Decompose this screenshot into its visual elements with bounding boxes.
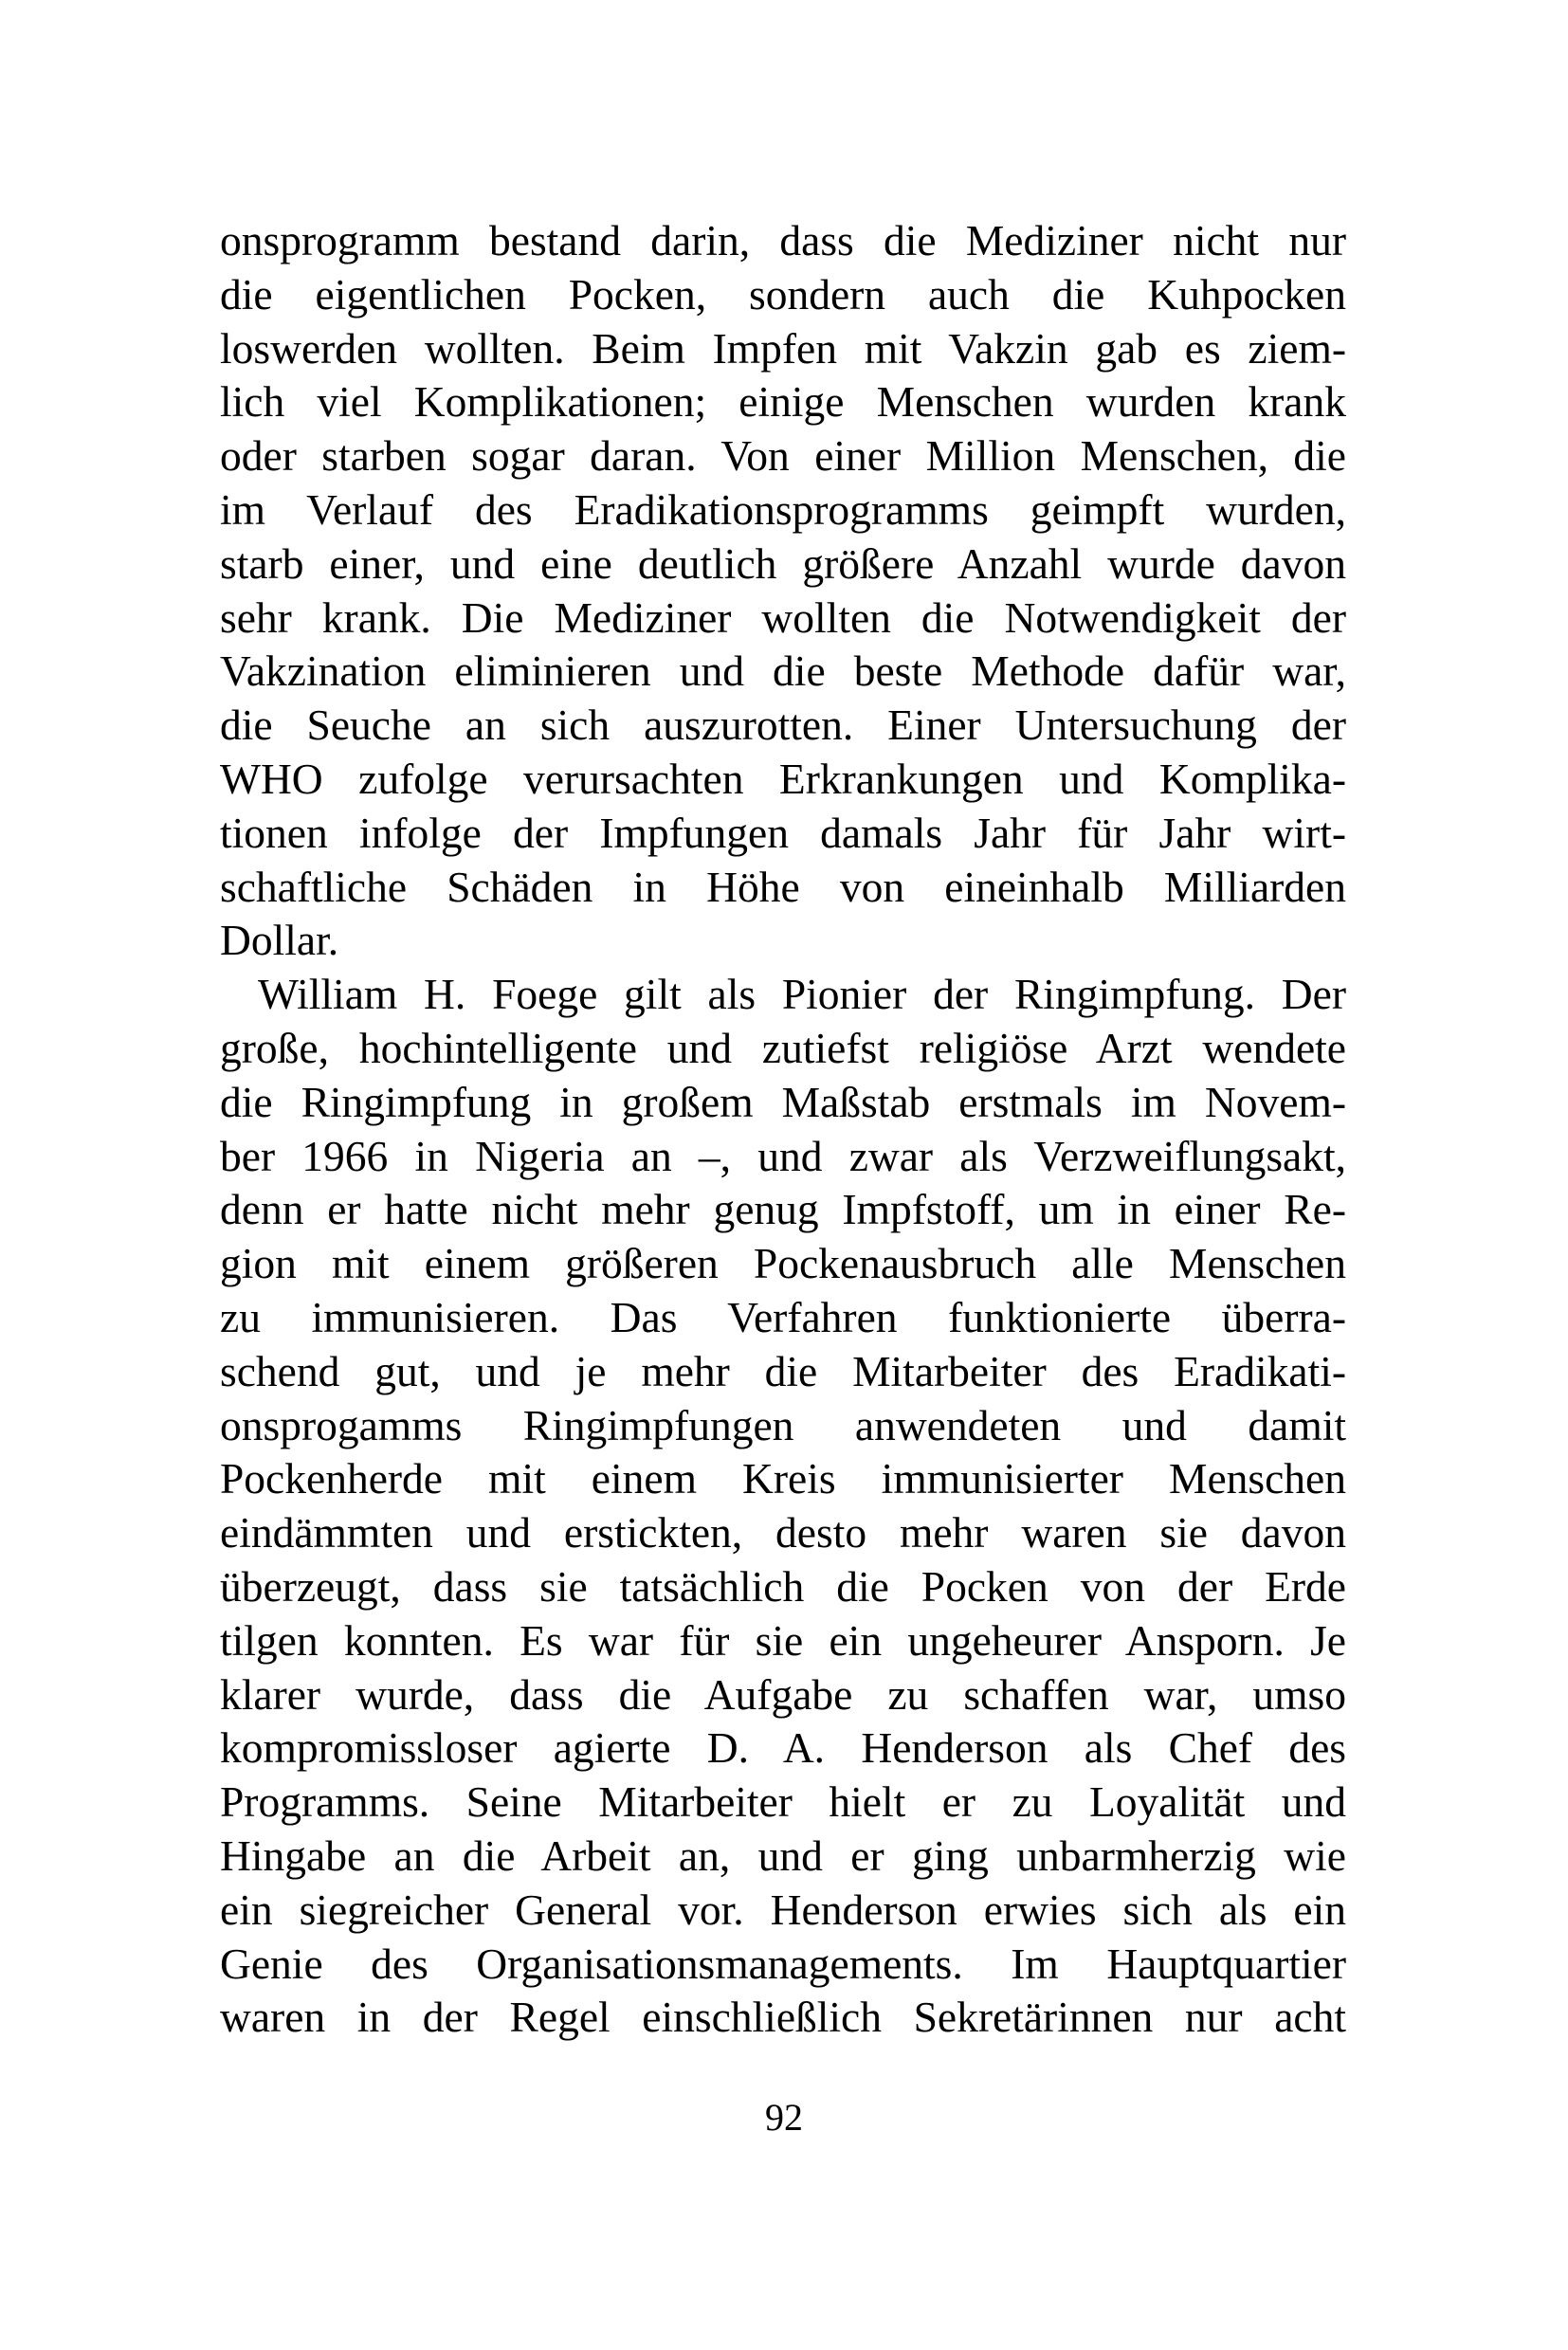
- text-line: schaftliche Schäden in Höhe von eineinhalb Milliarden: [220, 862, 1346, 911]
- text-line: Programms. Seine Mitarbeiter hielt er zu Loyalität und: [220, 1777, 1346, 1827]
- text-line: Hingabe an die Arbeit an, und er ging unbarmherzig wie: [220, 1831, 1346, 1880]
- text-line: die Ringimpfung in großem Maßstab erstmals im Novem-: [220, 1077, 1346, 1126]
- text-line: denn er hatte nicht mehr genug Impfstoff, um in einer Re-: [220, 1185, 1346, 1234]
- page-number: 92: [765, 2096, 803, 2139]
- text-line: ein siegreicher General vor. Henderson erwies sich als ein: [220, 1885, 1346, 1934]
- text-line: die Seuche an sich auszurotten. Einer Untersuchung der: [220, 701, 1346, 750]
- text-line: kompromissloser agierte D. A. Henderson als Chef des: [220, 1723, 1346, 1773]
- text-line: tionen infolge der Impfungen damals Jahr für Jahr wirt-: [220, 808, 1346, 857]
- text-line: Genie des Organisationsmanagements. Im Hauptquartier: [220, 1939, 1346, 1988]
- text-line: oder starben sogar daran. Von einer Million Menschen, die: [220, 431, 1346, 481]
- text-line: Vakzination eliminieren und die beste Methode dafür war,: [220, 647, 1346, 696]
- text-line: WHO zufolge verursachten Erkrankungen und Komplika-: [220, 754, 1346, 803]
- text-line: William H. Foege gilt als Pionier der Ringimpfung. Der: [258, 970, 1346, 1019]
- text-line: starb einer, und eine deutlich größere Anzahl wurde davon: [220, 538, 1346, 588]
- text-line: tilgen konnten. Es war für sie ein ungeheurer Ansporn. Je: [220, 1615, 1346, 1665]
- text-line: loswerden wollten. Beim Impfen mit Vakzin gab es ziem-: [220, 323, 1346, 373]
- text-line: klarer wurde, dass die Aufgabe zu schaffen war, umso: [220, 1669, 1346, 1719]
- text-line: schend gut, und je mehr die Mitarbeiter des Eradikati-: [220, 1346, 1346, 1395]
- text-line: waren in der Regel einschließlich Sekretärinnen nur acht: [220, 1993, 1346, 2042]
- text-line: gion mit einem größeren Pockenausbruch alle Menschen: [220, 1239, 1346, 1288]
- text-line: sehr krank. Die Mediziner wollten die Notwendigkeit der: [220, 592, 1346, 642]
- text-line: zu immunisieren. Das Verfahren funktionierte überra-: [220, 1292, 1346, 1341]
- text-line: onsprogramm bestand darin, dass die Mediziner nicht nur: [220, 216, 1346, 264]
- text-line: im Verlauf des Eradikationsprogramms geimpft wurden,: [220, 484, 1346, 534]
- body-text: [220, 214, 1346, 2045]
- text-line: die eigentlichen Pocken, sondern auch die Kuhpocken: [220, 269, 1346, 319]
- text-line: eindämmten und erstickten, desto mehr waren sie davon: [220, 1508, 1346, 1558]
- text-line: ber 1966 in Nigeria an –, und zwar als Verzweiflungsakt,: [220, 1131, 1346, 1180]
- text-line: überzeugt, dass sie tatsächlich die Pocken von der Erde: [220, 1561, 1346, 1611]
- text-line: Dollar.: [220, 916, 339, 965]
- text-line: lich viel Komplikationen; einige Menschen wurden krank: [220, 377, 1346, 427]
- text-line: große, hochintelligente und zutiefst religiöse Arzt wendete: [220, 1023, 1346, 1072]
- text-line: onsprogamms Ringimpfungen anwendeten und damit: [220, 1400, 1346, 1449]
- text-line: Pockenherde mit einem Kreis immunisierter Menschen: [220, 1454, 1346, 1503]
